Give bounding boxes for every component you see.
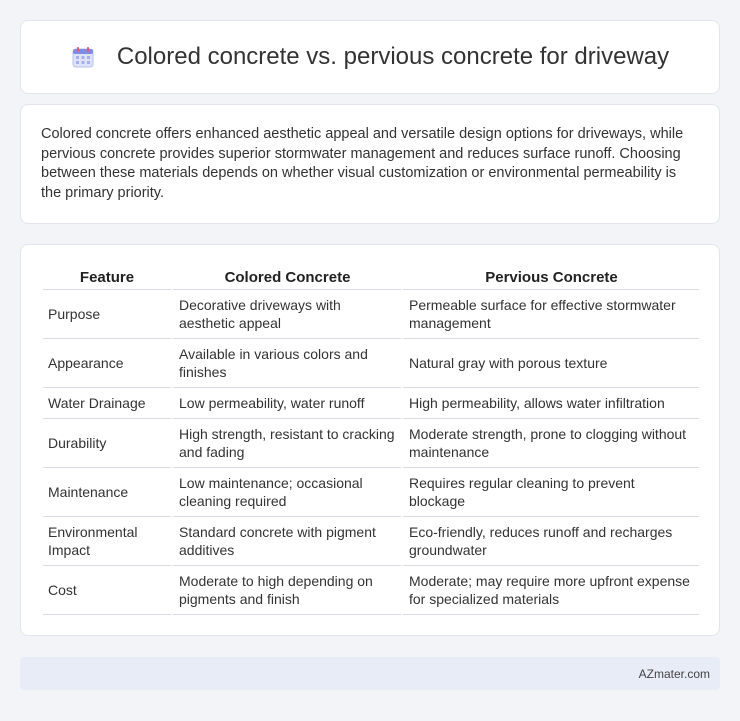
table-row [43,388,699,419]
row-pervious-value: Natural gray with porous texture [401,339,699,388]
table-row [43,290,699,339]
row-pervious-value: Moderate strength, prone to clogging without maintenance [401,419,699,468]
row-colored-value: High strength, resistant to cracking and fading [171,419,401,468]
row-colored-value: Standard concrete with pigment additives [171,517,401,566]
footer-bar [20,657,720,690]
table-header-row [43,267,699,290]
row-feature: Maintenance [43,468,171,517]
table-row [43,566,699,615]
row-pervious-value: Requires regular cleaning to prevent blockage [401,468,699,517]
row-pervious-value: Moderate; may require more upfront expense for specialized materials [401,566,699,615]
row-feature: Water Drainage [43,388,171,419]
table-row [43,419,699,468]
header-pervious-concrete: Pervious Concrete [401,267,699,290]
table-row [43,468,699,517]
row-colored-value: Available in various colors and finishes [171,339,401,388]
table-row [43,517,699,566]
comparison-table-card [20,244,720,636]
header-feature: Feature [43,267,171,290]
row-pervious-value: Eco-friendly, reduces runoff and recharges groundwater [401,517,699,566]
header-colored-concrete: Colored Concrete [171,267,401,290]
row-pervious-value: Permeable surface for effective stormwater management [401,290,699,339]
row-feature: Environmental Impact [43,517,171,566]
row-feature: Purpose [43,290,171,339]
summary-card [20,104,720,224]
row-feature: Appearance [43,339,171,388]
calendar-icon [71,45,95,69]
footer-brand: AZmater.com [638,666,710,681]
row-feature: Durability [43,419,171,468]
summary-text: Colored concrete offers enhanced aesthetic appeal and versatile design options for driveways, while pervious concrete provides superior stormwater management and reduces surface runoff. Choosing between these materials depends on whether visual customization or environmental permeability is the primary priority. [41,126,684,201]
row-colored-value: Low maintenance; occasional cleaning required [171,468,401,517]
row-colored-value: Low permeability, water runoff [171,388,401,419]
comparison-table [43,267,699,615]
row-colored-value: Decorative driveways with aesthetic appeal [171,290,401,339]
page-title: Colored concrete vs. pervious concrete for driveway [116,43,670,70]
table-row [43,339,699,388]
row-pervious-value: High permeability, allows water infiltration [401,388,699,419]
row-colored-value: Moderate to high depending on pigments and finish [171,566,401,615]
row-feature: Cost [43,566,171,615]
header-card [20,20,720,94]
